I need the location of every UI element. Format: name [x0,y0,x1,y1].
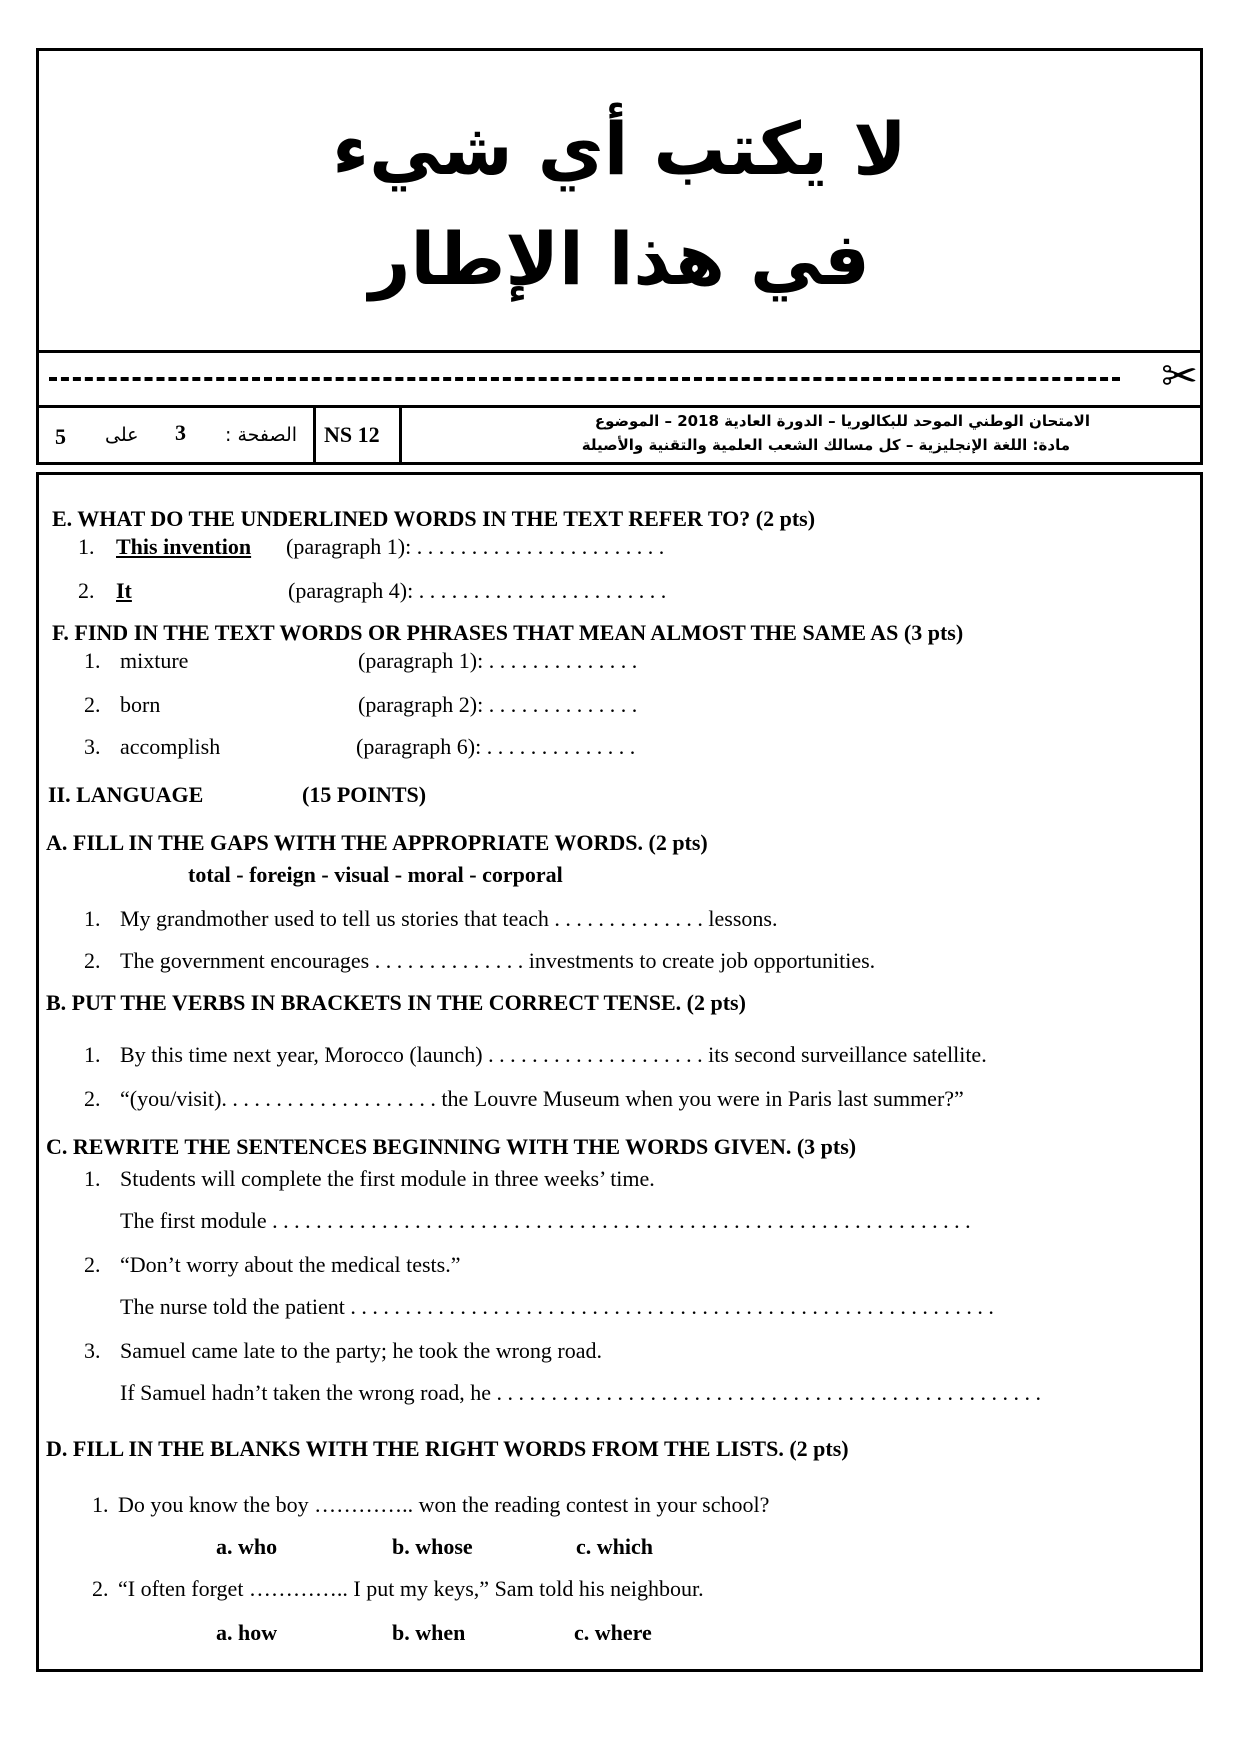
cut-line-band [36,353,1203,405]
section-d-item-1-text: Do you know the boy ………….. won the reading contest in your school? [118,1492,770,1517]
section-e-item-2-number: 2. [78,578,95,603]
section-d-item-1-option-b[interactable]: b. whose [392,1534,473,1559]
section-a-word-list: total - foreign - visual - moral - corporal [188,862,563,887]
page-of-label: على [105,424,139,446]
section-d-title: D. FILL IN THE BLANKS WITH THE RIGHT WORDS FROM THE LISTS. (2 pts) [46,1436,849,1461]
section-c-item-3-number: 3. [84,1338,101,1363]
page-current: 3 [175,420,186,445]
section-f-item-3-number: 3. [84,734,101,759]
cut-dashed-line [49,377,1120,381]
section-a-item-2-text[interactable]: The government encourages . . . . . . . . . . . . . . investments to create job opportunities. [120,948,876,973]
section-f-item-2-number: 2. [84,692,101,717]
section-c-title: C. REWRITE THE SENTENCES BEGINNING WITH THE WORDS GIVEN. (3 pts) [46,1134,857,1159]
section-c-item-1-number: 1. [84,1166,101,1191]
section-d-item-2-text: “I often forget ………….. I put my keys,” Sam told his neighbour. [118,1576,704,1601]
section-a-title: A. FILL IN THE GAPS WITH THE APPROPRIATE WORDS. (2 pts) [46,830,708,855]
section-e-item-2-answer[interactable]: (paragraph 4): . . . . . . . . . . . . . . . . . . . . . . . [288,578,667,603]
section-b-title: B. PUT THE VERBS IN BRACKETS IN THE CORRECT TENSE. (2 pts) [46,990,746,1015]
section-d-item-2-option-b[interactable]: b. when [392,1620,466,1645]
section-c-item-2-number: 2. [84,1252,101,1277]
section-d-item-1-option-a[interactable]: a. who [216,1534,278,1559]
section-b-item-1-text[interactable]: By this time next year, Morocco (launch) . . . . . . . . . . . . . . . . . . . . its second surveillance satellite. [120,1042,987,1067]
section-f-item-1-answer[interactable]: (paragraph 1): . . . . . . . . . . . . . . [358,648,638,673]
section-e-item-1-answer[interactable]: (paragraph 1): . . . . . . . . . . . . . . . . . . . . . . . [286,534,665,559]
section-b-item-1-number: 1. [84,1042,101,1067]
banner-line-1: لا يكتب أي شيء [332,107,907,191]
section-f-item-1-word: mixture [120,648,189,673]
section-f-title: F. FIND IN THE TEXT WORDS OR PHRASES THAT MEAN ALMOST THE SAME AS (3 pts) [52,620,964,645]
section-a-item-2-number: 2. [84,948,101,973]
section-f-item-2-answer[interactable]: (paragraph 2): . . . . . . . . . . . . . . [358,692,638,717]
page-indicator [39,408,316,462]
section-f-item-3-word: accomplish [120,734,221,759]
page-label: الصفحة : [225,424,298,446]
section-c-item-3-text: Samuel came late to the party; he took the wrong road. [120,1338,603,1363]
page-total: 5 [55,424,66,449]
section-e-item-1-number: 1. [78,534,95,559]
section-c-item-3-answer[interactable]: If Samuel hadn’t taken the wrong road, he . . . . . . . . . . . . . . . . . . . . . . . . . . . . . . . . . . . . . . . . . . . . . . . . . . [120,1380,1042,1405]
section-d-item-2-number: 2. [92,1576,109,1601]
exam-code: NS 12 [324,422,380,447]
section-d-item-1-number: 1. [92,1492,109,1517]
section-c-item-2-answer[interactable]: The nurse told the patient . . . . . . . . . . . . . . . . . . . . . . . . . . . . . . . . . . . . . . . . . . . . . . . . . . . . . . . . . . . [120,1294,994,1319]
section-c-item-2-text: “Don’t worry about the medical tests.” [120,1252,461,1277]
section-c-item-1-answer[interactable]: The first module . . . . . . . . . . . . . . . . . . . . . . . . . . . . . . . . . . . . . . . . . . . . . . . . . . . . . . . . . . . . . . . . [120,1208,971,1233]
do-not-write-box [36,48,1203,353]
section-e-title: E. WHAT DO THE UNDERLINED WORDS IN THE TEXT REFER TO? (2 pts) [52,506,816,531]
exam-header [36,405,1203,465]
exam-title-line-1: الامتحان الوطني الموحد للبكالوريا – الدورة العادية 2018 – الموضوع [594,412,1090,430]
section-b-item-2-number: 2. [84,1086,101,1111]
exam-title-cell [402,408,1200,462]
section-d-item-2-option-c[interactable]: c. where [574,1620,652,1645]
section-d-item-2-option-a[interactable]: a. how [216,1620,278,1645]
exam-title-line-2: مادة: اللغة الإنجليزية – كل مسالك الشعب العلمية والتقنية والأصيلة [581,436,1070,454]
section-e-item-2-word: It [116,578,132,603]
section-f-item-3-answer[interactable]: (paragraph 6): . . . . . . . . . . . . . . [356,734,636,759]
banner-line-2: في هذا الإطار [369,217,870,301]
section-f-item-2-word: born [120,692,161,717]
section-f-item-1-number: 1. [84,648,101,673]
language-section-points: (15 POINTS) [302,782,427,807]
language-section-title: II. LANGUAGE [48,782,204,807]
section-d-item-1-option-c[interactable]: c. which [576,1534,653,1559]
scissors-icon: ✂ [1161,351,1198,402]
exam-code-cell [316,408,402,462]
section-e-item-1-word: This invention [116,534,252,559]
section-a-item-1-text[interactable]: My grandmother used to tell us stories that teach . . . . . . . . . . . . . . lessons. [120,906,778,931]
section-b-item-2-text[interactable]: “(you/visit). . . . . . . . . . . . . . . . . . . . the Louvre Museum when you were in Paris last summer?” [120,1086,964,1111]
section-c-item-1-text: Students will complete the first module in three weeks’ time. [120,1166,655,1191]
section-a-item-1-number: 1. [84,906,101,931]
